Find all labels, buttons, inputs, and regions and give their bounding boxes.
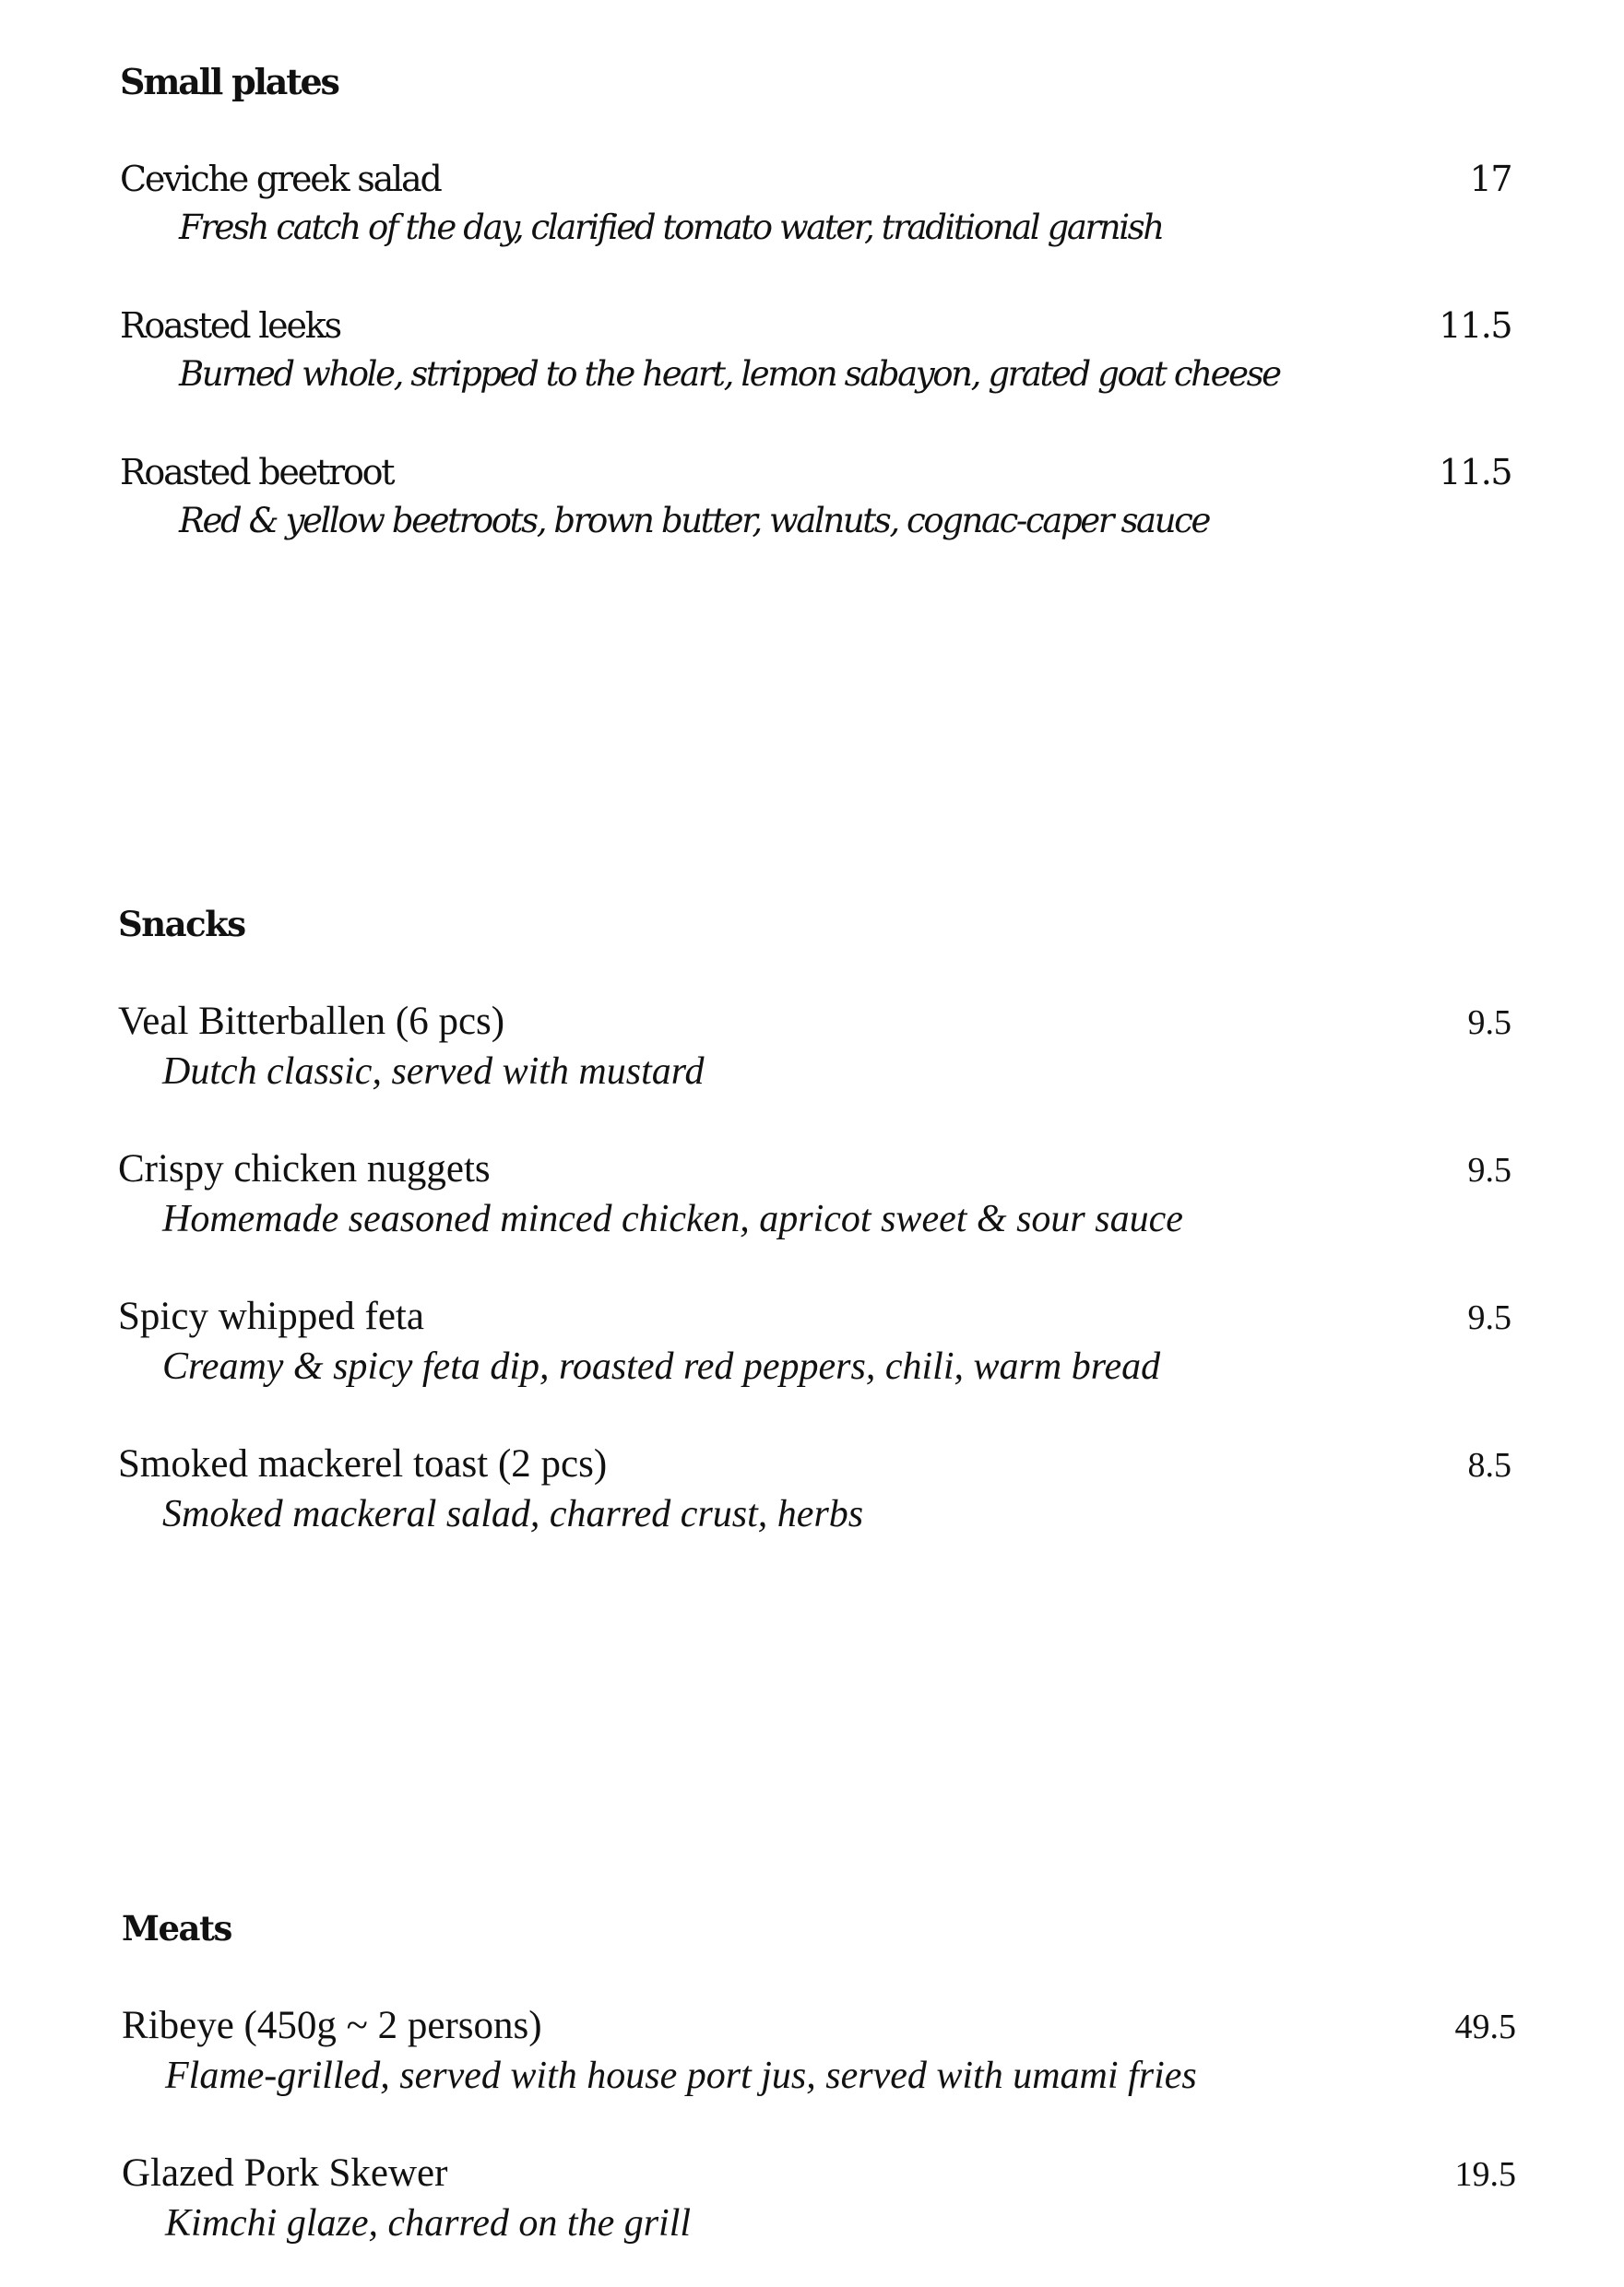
menu-item-price: 9.5	[1467, 1003, 1511, 1042]
menu-item-name: Ribeye (450g ~ 2 persons)	[122, 2004, 542, 2047]
menu-item-description: Homemade seasoned minced chicken, apricot sweet & sour sauce	[162, 1198, 1183, 1240]
section-heading: Meats	[122, 1908, 231, 1949]
menu-item-price: 11.5	[1439, 452, 1511, 492]
menu-item-price: 19.5	[1454, 2155, 1516, 2194]
menu-item-description: Kimchi glaze, charred on the grill	[165, 2202, 692, 2245]
section-heading: Snacks	[118, 904, 245, 944]
menu-item-name: Crispy chicken nuggets	[118, 1147, 491, 1191]
menu-item-name: Glazed Pork Skewer	[122, 2151, 448, 2195]
menu-item-description: Fresh catch of the day, clarified tomato water, traditional garnish	[179, 207, 1163, 247]
menu-item-description: Dutch classic, served with mustard	[162, 1050, 705, 1093]
menu-item-price: 17	[1469, 159, 1511, 199]
menu-item-name: Roasted beetroot	[120, 452, 394, 492]
menu-item-name: Smoked mackerel toast (2 pcs)	[118, 1442, 608, 1486]
menu-item-price: 49.5	[1454, 2008, 1516, 2046]
menu-item-name: Ceviche greek salad	[120, 159, 441, 199]
menu-item-price: 11.5	[1439, 305, 1511, 346]
section-heading: Small plates	[120, 61, 338, 102]
menu-item-name: Roasted leeks	[120, 305, 340, 346]
menu-item-price: 9.5	[1467, 1298, 1511, 1337]
menu-item-description: Smoked mackeral salad, charred crust, herbs	[162, 1493, 864, 1535]
menu-item-description: Creamy & spicy feta dip, roasted red peppers, chili, warm bread	[162, 1345, 1161, 1388]
menu-item-price: 8.5	[1467, 1446, 1511, 1485]
menu-item-description: Burned whole, stripped to the heart, lemon sabayon, grated goat cheese	[179, 354, 1280, 394]
menu-item-description: Red & yellow beetroots, brown butter, walnuts, cognac-caper sauce	[179, 501, 1209, 540]
menu-item-name: Spicy whipped feta	[118, 1295, 424, 1338]
menu-item-description: Flame-grilled, served with house port jus, served with umami fries	[165, 2055, 1197, 2097]
menu-item-name: Veal Bitterballen (6 pcs)	[118, 1000, 505, 1043]
menu-item-price: 9.5	[1467, 1151, 1511, 1190]
